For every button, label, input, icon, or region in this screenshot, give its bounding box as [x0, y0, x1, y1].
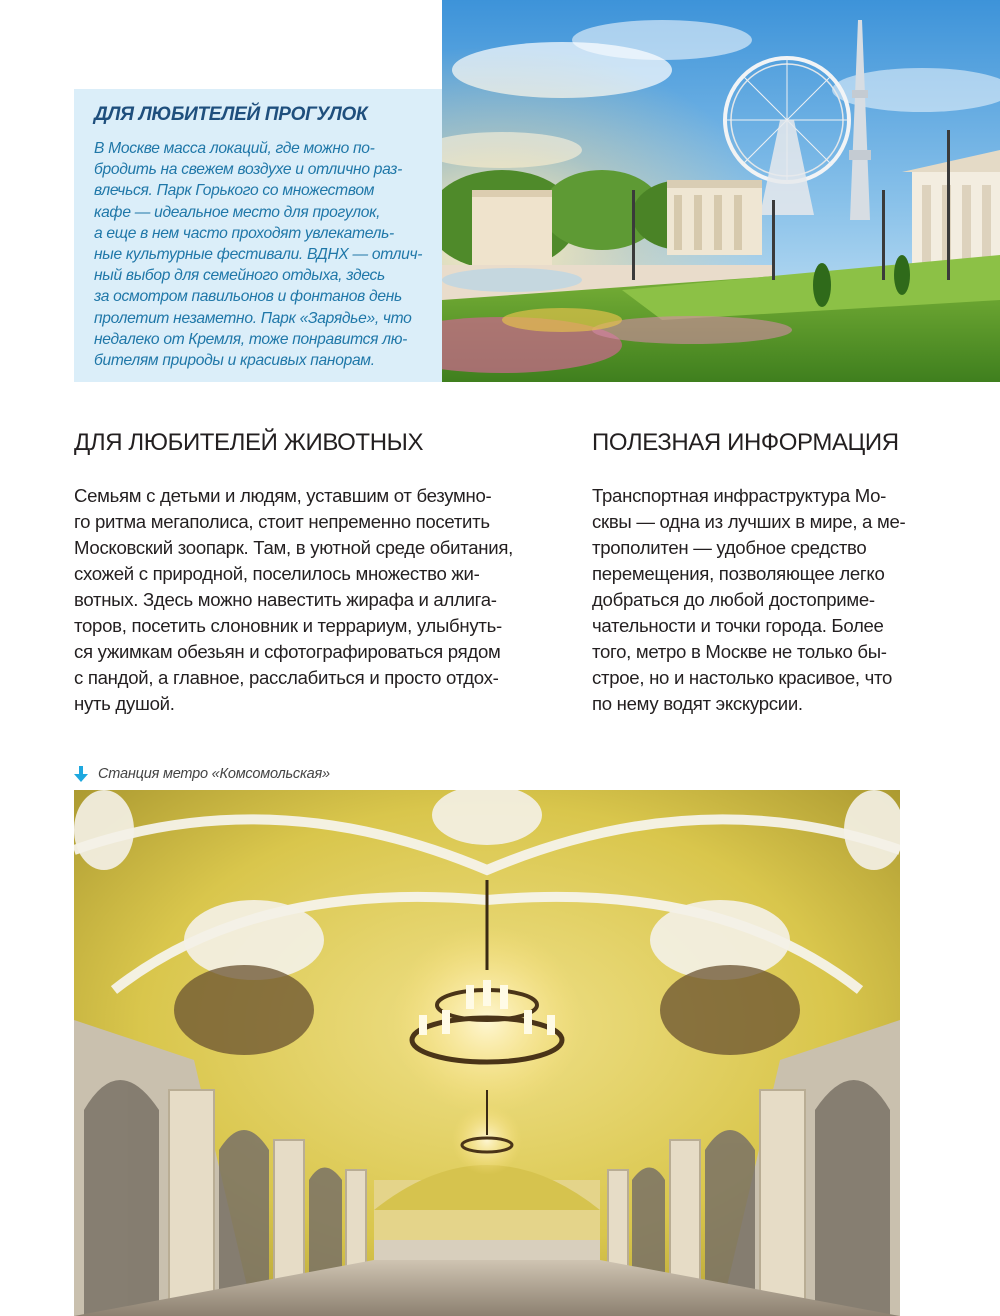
caption-text: Станция метро «Комсомольская»: [98, 766, 330, 782]
walks-sidebar-line: кафе — идеальное место для прогулок,: [94, 203, 381, 221]
walks-sidebar-line: ные культурные фестивали. ВДНХ — отлич-: [94, 245, 423, 263]
info-line: трополитен — удобное средство: [592, 537, 867, 558]
walks-sidebar-line: а еще в нем часто проходят увлекатель-: [94, 224, 394, 242]
walks-sidebar-line: бителям природы и красивых панорам.: [94, 351, 375, 369]
animals-line: вотных. Здесь можно навестить жирафа и аллига-: [74, 589, 497, 610]
walks-sidebar-line: за осмотром павильонов и фонтанов день: [94, 288, 402, 306]
animals-line: с пандой, а главное, расслабиться и просто отдох-: [74, 667, 499, 688]
animals-line: схожей с природной, поселилось множество жи-: [74, 563, 480, 584]
animals-line: нуть душой.: [74, 693, 175, 714]
walks-sidebar-line: недалеко от Кремля, тоже понравится лю-: [94, 330, 408, 348]
animals-line: Московский зоопарк. Там, в уютной среде обитания,: [74, 537, 513, 558]
walks-sidebar-line: бродить на свежем воздухе и отлично раз-: [94, 161, 402, 179]
walks-sidebar: [74, 89, 442, 382]
animals-section: [74, 426, 554, 717]
walks-sidebar-line: пролетит незаметно. Парк «Зарядье», что: [94, 309, 412, 327]
walks-sidebar-line: влечься. Парк Горького со множеством: [94, 182, 375, 200]
info-body: [592, 483, 906, 717]
animals-heading: ДЛЯ ЛЮБИТЕЛЕЙ ЖИВОТНЫХ: [74, 429, 424, 456]
walks-sidebar-body: [94, 138, 424, 371]
walks-sidebar-title: ДЛЯ ЛЮБИТЕЛЕЙ ПРОГУЛОК: [94, 104, 368, 125]
walks-sidebar-line: ный выбор для семейного отдыха, здесь: [94, 267, 385, 285]
info-line: строе, но и настолько красивое, что: [592, 667, 893, 688]
animals-line: торов, посетить слоновник и террариум, улыбнуть-: [74, 615, 502, 636]
info-line: добраться до любой достоприме-: [592, 589, 875, 610]
animals-body: [74, 483, 554, 717]
info-section: [592, 426, 906, 717]
photo-caption: [74, 764, 330, 784]
animals-line: ся ужимкам обезьян и сфотографироваться рядом: [74, 641, 501, 662]
info-line: чательности и точки города. Более: [592, 615, 884, 636]
animals-line: го ритма мегаполиса, стоит непременно посетить: [74, 511, 490, 532]
komsomolskaya-station-photo: [74, 790, 900, 1316]
info-heading: ПОЛЕЗНАЯ ИНФОРМАЦИЯ: [592, 429, 899, 456]
info-line: сквы — одна из лучших в мире, а ме-: [592, 511, 906, 532]
arrow-down-icon: [74, 766, 88, 782]
animals-line: Семьям с детьми и людям, уставшим от безумно-: [74, 485, 492, 506]
info-line: перемещения, позволяющее легко: [592, 563, 885, 584]
info-line: Транспортная инфраструктура Мо-: [592, 485, 887, 506]
info-line: того, метро в Москве не только бы-: [592, 641, 887, 662]
walks-sidebar-line: В Москве масса локаций, где можно по-: [94, 139, 375, 157]
info-line: по нему водят экскурсии.: [592, 693, 803, 714]
vdnh-park-photo: [442, 0, 1000, 382]
